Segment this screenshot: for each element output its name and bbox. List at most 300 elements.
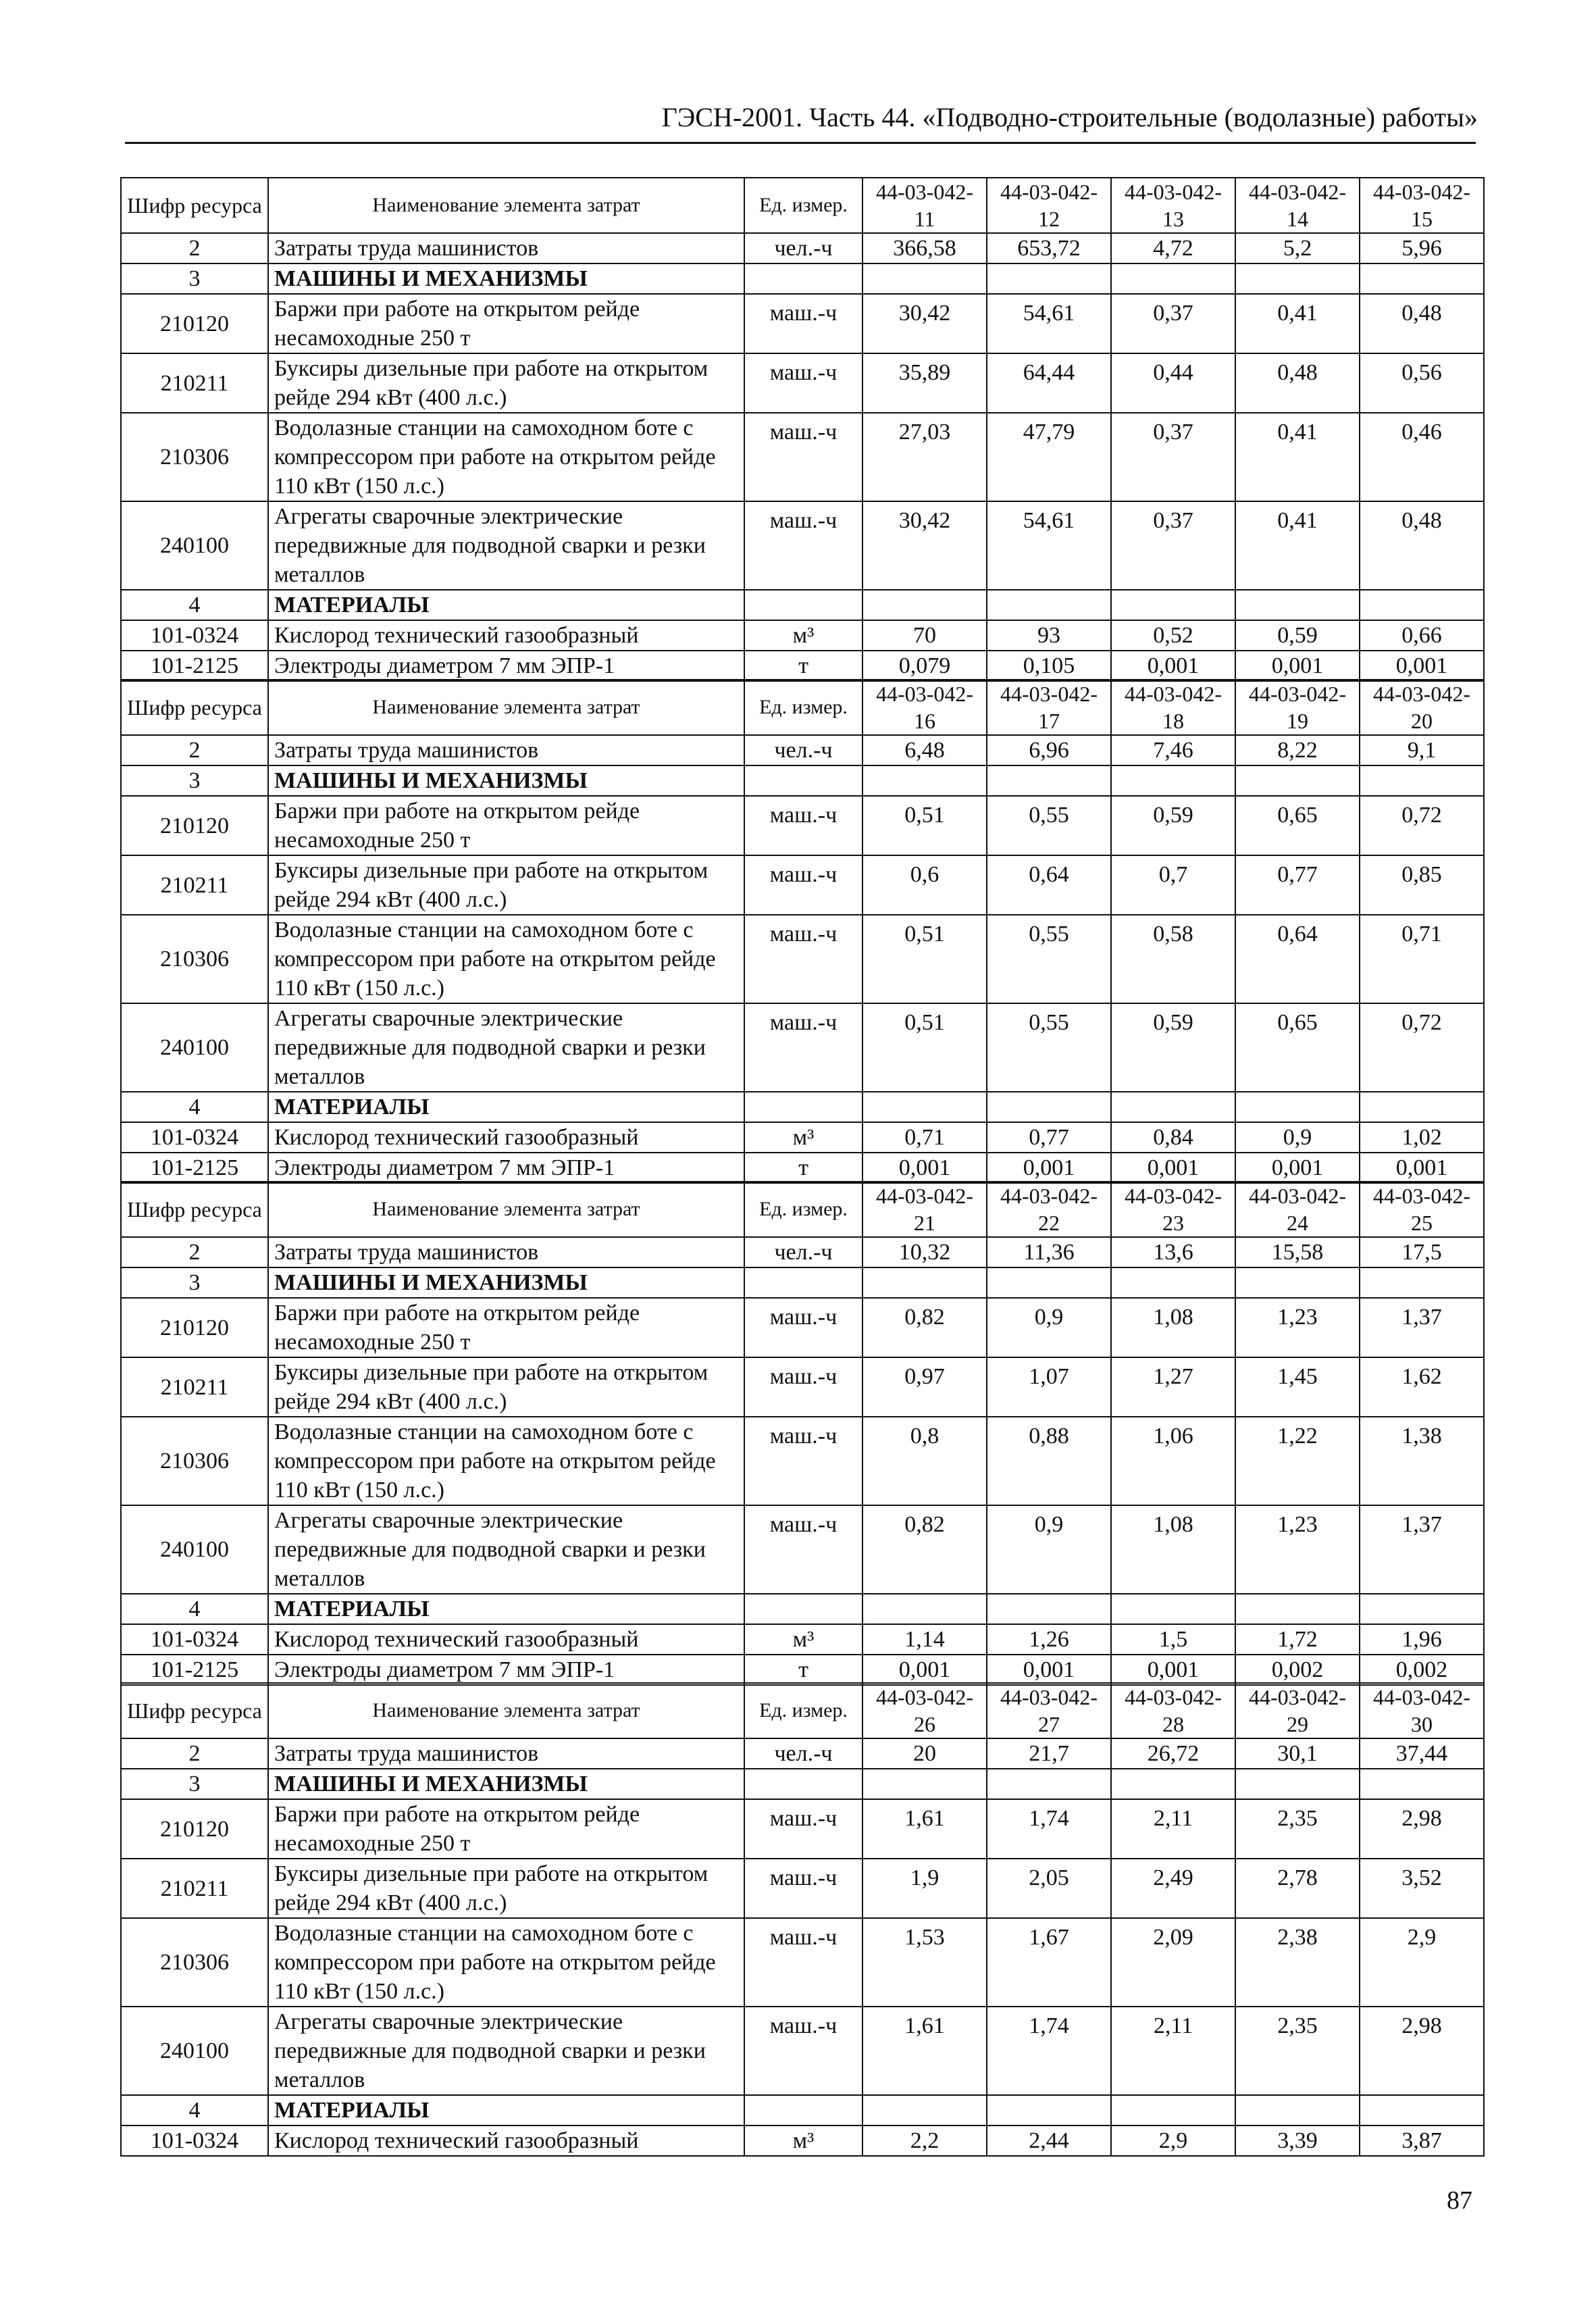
cell-code: 210120 [121, 796, 268, 855]
cell-name: Кислород технический газообразный [268, 1624, 744, 1655]
cell-code: 101-2125 [121, 651, 268, 681]
cell-value: 6,96 [987, 735, 1111, 765]
table-row [121, 1799, 1484, 1859]
table-row [121, 2126, 1484, 2156]
cell-name: Баржи при работе на открытом рейде несамоходные 250 т [268, 1298, 744, 1357]
cell-value: 2,49 [1111, 1859, 1235, 1918]
cell-name: Буксиры дизельные при работе на открытом рейде 294 кВт (400 л.с.) [268, 855, 744, 915]
header-norm-code: 44-03-042-25 [1360, 1182, 1484, 1237]
cell-value [863, 765, 987, 796]
cell-value [987, 1267, 1111, 1298]
cell-value [1111, 590, 1235, 620]
header-norm-code: 44-03-042-15 [1360, 178, 1484, 233]
cell-value [1360, 590, 1484, 620]
cell-value: 0,001 [1360, 1153, 1484, 1183]
cell-value [1360, 263, 1484, 294]
cell-value: 1,74 [987, 2007, 1111, 2095]
cell-value: 3,52 [1360, 1859, 1484, 1918]
section-title: МАТЕРИАЛЫ [268, 590, 744, 620]
cell-unit: маш.-ч [744, 294, 863, 353]
page-header-title: ГЭСН-2001. Часть 44. «Подводно-строительные (водолазные) работы» [661, 102, 1478, 132]
table-row [121, 1505, 1484, 1594]
cell-value: 0,88 [987, 1417, 1111, 1505]
cell-value [863, 1594, 987, 1624]
cell-value: 0,9 [987, 1298, 1111, 1357]
table-header-row [121, 680, 1484, 735]
cell-value: 64,44 [987, 353, 1111, 413]
section-row [121, 1092, 1484, 1122]
cell-code: 2 [121, 735, 268, 765]
cell-value [987, 1769, 1111, 1799]
header-code: Шифр ресурса [121, 178, 268, 233]
cell-value: 11,36 [987, 1237, 1111, 1267]
header-norm-code: 44-03-042-17 [987, 680, 1111, 735]
cell-value: 0,51 [863, 915, 987, 1003]
section-row [121, 590, 1484, 620]
cell-value: 1,5 [1111, 1624, 1235, 1655]
cell-code: 210211 [121, 353, 268, 413]
cell-value: 0,71 [1360, 915, 1484, 1003]
cell-unit: т [744, 651, 863, 681]
table-row [121, 1003, 1484, 1092]
cell-value [987, 765, 1111, 796]
cell-value: 27,03 [863, 413, 987, 501]
cell-value: 5,96 [1360, 233, 1484, 263]
cell-value: 1,37 [1360, 1298, 1484, 1357]
header-norm-code: 44-03-042-21 [863, 1182, 987, 1237]
cell-value: 2,78 [1235, 1859, 1360, 1918]
cell-code: 240100 [121, 501, 268, 590]
cell-value: 1,07 [987, 1357, 1111, 1417]
header-norm-code: 44-03-042-23 [1111, 1182, 1235, 1237]
cell-value: 0,48 [1235, 353, 1360, 413]
table-header-row [121, 178, 1484, 233]
cell-value: 2,38 [1235, 1918, 1360, 2007]
table-row [121, 1918, 1484, 2007]
cell-code: 240100 [121, 2007, 268, 2095]
cell-value: 1,08 [1111, 1298, 1235, 1357]
cell-value: 1,37 [1360, 1505, 1484, 1594]
cell-value: 0,72 [1360, 796, 1484, 855]
cell-value: 1,23 [1235, 1505, 1360, 1594]
cell-value: 0,37 [1111, 501, 1235, 590]
header-norm-code: 44-03-042-20 [1360, 680, 1484, 735]
cell-value: 0,7 [1111, 855, 1235, 915]
cell-value: 8,22 [1235, 735, 1360, 765]
cell-value: 1,53 [863, 1918, 987, 2007]
cell-code: 210211 [121, 1859, 268, 1918]
cell-code: 3 [121, 765, 268, 796]
header-name: Наименование элемента затрат [268, 680, 744, 735]
cell-value: 1,27 [1111, 1357, 1235, 1417]
cell-unit [744, 1092, 863, 1122]
cell-unit: маш.-ч [744, 353, 863, 413]
header-code: Шифр ресурса [121, 680, 268, 735]
cell-unit: маш.-ч [744, 1859, 863, 1918]
cell-value: 20 [863, 1738, 987, 1769]
cell-code: 4 [121, 590, 268, 620]
cell-name: Кислород технический газообразный [268, 2126, 744, 2156]
table-row [121, 855, 1484, 915]
cell-value [1235, 1092, 1360, 1122]
cell-value: 70 [863, 620, 987, 651]
cell-name: Буксиры дизельные при работе на открытом рейде 294 кВт (400 л.с.) [268, 1357, 744, 1417]
header-norm-code: 44-03-042-27 [987, 1683, 1111, 1738]
cell-value [1111, 1769, 1235, 1799]
header-unit: Ед. измер. [744, 178, 863, 233]
cell-code: 210120 [121, 1298, 268, 1357]
cell-value: 653,72 [987, 233, 1111, 263]
cell-name: Водолазные станции на самоходном боте с компрессором при работе на открытом рейде 110 кВт (150 л.с.) [268, 413, 744, 501]
cell-value: 0,48 [1360, 294, 1484, 353]
cell-value [863, 1092, 987, 1122]
cell-value: 0,001 [1111, 651, 1235, 681]
cell-value: 3,87 [1360, 2126, 1484, 2156]
cell-unit [744, 263, 863, 294]
cell-value: 0,77 [987, 1122, 1111, 1153]
section-title: МАШИНЫ И МЕХАНИЗМЫ [268, 1769, 744, 1799]
table-row [121, 2007, 1484, 2095]
cell-name: Баржи при работе на открытом рейде несамоходные 250 т [268, 294, 744, 353]
section-title: МАТЕРИАЛЫ [268, 2095, 744, 2126]
cell-value: 2,44 [987, 2126, 1111, 2156]
cell-unit [744, 1267, 863, 1298]
cell-value [1111, 2095, 1235, 2126]
section-title: МАШИНЫ И МЕХАНИЗМЫ [268, 263, 744, 294]
cell-value: 5,2 [1235, 233, 1360, 263]
cell-value: 1,9 [863, 1859, 987, 1918]
table-row [121, 501, 1484, 590]
cell-value [1235, 765, 1360, 796]
table-row [121, 353, 1484, 413]
table-row [121, 1237, 1484, 1267]
cell-value [1111, 263, 1235, 294]
table-row [121, 1859, 1484, 1918]
table-row [121, 1357, 1484, 1417]
cell-value: 4,72 [1111, 233, 1235, 263]
cell-unit: чел.-ч [744, 1738, 863, 1769]
table-row [121, 796, 1484, 855]
header-code: Шифр ресурса [121, 1182, 268, 1237]
cell-value: 0,58 [1111, 915, 1235, 1003]
cell-value: 1,61 [863, 1799, 987, 1859]
cell-unit: маш.-ч [744, 413, 863, 501]
cell-value [1111, 1092, 1235, 1122]
cell-value [987, 1594, 1111, 1624]
cell-code: 210211 [121, 855, 268, 915]
cell-unit: маш.-ч [744, 2007, 863, 2095]
cell-value: 1,62 [1360, 1357, 1484, 1417]
resource-table [120, 1181, 1485, 1686]
cell-value: 1,26 [987, 1624, 1111, 1655]
cell-value [1111, 1594, 1235, 1624]
cell-value: 35,89 [863, 353, 987, 413]
cell-value: 0,41 [1235, 294, 1360, 353]
header-name: Наименование элемента затрат [268, 178, 744, 233]
cell-value: 0,66 [1360, 620, 1484, 651]
cell-value: 0,82 [863, 1505, 987, 1594]
cell-name: Водолазные станции на самоходном боте с компрессором при работе на открытом рейде 110 кВт (150 л.с.) [268, 1417, 744, 1505]
cell-code: 210120 [121, 294, 268, 353]
cell-value [1235, 2095, 1360, 2126]
header-norm-code: 44-03-042-12 [987, 178, 1111, 233]
cell-code: 2 [121, 1738, 268, 1769]
cell-code: 101-0324 [121, 2126, 268, 2156]
table-row [121, 1417, 1484, 1505]
cell-value: 0,002 [1360, 1655, 1484, 1685]
cell-value: 0,51 [863, 1003, 987, 1092]
cell-value: 54,61 [987, 501, 1111, 590]
cell-unit [744, 765, 863, 796]
cell-value: 0,85 [1360, 855, 1484, 915]
cell-value [987, 2095, 1111, 2126]
cell-code: 4 [121, 1092, 268, 1122]
cell-value [1235, 590, 1360, 620]
cell-value [1360, 1092, 1484, 1122]
cell-unit: м³ [744, 2126, 863, 2156]
cell-name: Баржи при работе на открытом рейде несамоходные 250 т [268, 1799, 744, 1859]
header-norm-code: 44-03-042-29 [1235, 1683, 1360, 1738]
cell-unit [744, 590, 863, 620]
cell-unit: маш.-ч [744, 1505, 863, 1594]
cell-name: Водолазные станции на самоходном боте с компрессором при работе на открытом рейде 110 кВт (150 л.с.) [268, 1918, 744, 2007]
cell-value: 0,65 [1235, 1003, 1360, 1092]
cell-value: 1,67 [987, 1918, 1111, 2007]
section-row [121, 2095, 1484, 2126]
cell-value: 0,97 [863, 1357, 987, 1417]
cell-code: 101-2125 [121, 1153, 268, 1183]
cell-unit [744, 2095, 863, 2126]
cell-value: 2,9 [1111, 2126, 1235, 2156]
section-row [121, 263, 1484, 294]
cell-value: 26,72 [1111, 1738, 1235, 1769]
cell-value [1360, 1267, 1484, 1298]
cell-unit: маш.-ч [744, 1003, 863, 1092]
cell-value: 0,72 [1360, 1003, 1484, 1092]
cell-code: 101-0324 [121, 1624, 268, 1655]
cell-value: 0,44 [1111, 353, 1235, 413]
cell-value: 1,23 [1235, 1298, 1360, 1357]
cell-value [863, 1769, 987, 1799]
cell-value: 0,77 [1235, 855, 1360, 915]
header-norm-code: 44-03-042-13 [1111, 178, 1235, 233]
cell-value: 6,48 [863, 735, 987, 765]
cell-value [1360, 765, 1484, 796]
header-unit: Ед. измер. [744, 680, 863, 735]
cell-value: 0,001 [863, 1655, 987, 1685]
header-norm-code: 44-03-042-19 [1235, 680, 1360, 735]
cell-unit: чел.-ч [744, 735, 863, 765]
cell-value: 0,001 [1235, 1153, 1360, 1183]
cell-value: 366,58 [863, 233, 987, 263]
cell-code: 240100 [121, 1505, 268, 1594]
cell-value: 1,06 [1111, 1417, 1235, 1505]
header-norm-code: 44-03-042-16 [863, 680, 987, 735]
cell-value: 0,001 [1111, 1153, 1235, 1183]
section-row [121, 1267, 1484, 1298]
cell-value [1235, 1267, 1360, 1298]
cell-name: Затраты труда машинистов [268, 1237, 744, 1267]
table-row [121, 294, 1484, 353]
section-row [121, 1594, 1484, 1624]
cell-value: 30,42 [863, 294, 987, 353]
cell-name: Буксиры дизельные при работе на открытом рейде 294 кВт (400 л.с.) [268, 353, 744, 413]
cell-value [863, 1267, 987, 1298]
cell-unit: т [744, 1655, 863, 1685]
table-row [121, 1738, 1484, 1769]
cell-value: 1,14 [863, 1624, 987, 1655]
cell-value [863, 2095, 987, 2126]
cell-unit: маш.-ч [744, 1417, 863, 1505]
cell-value [1235, 263, 1360, 294]
cell-value: 0,59 [1111, 796, 1235, 855]
cell-unit: маш.-ч [744, 915, 863, 1003]
table-row [121, 1624, 1484, 1655]
cell-value: 0,8 [863, 1417, 987, 1505]
header-unit: Ед. измер. [744, 1182, 863, 1237]
cell-value: 47,79 [987, 413, 1111, 501]
cell-name: Электроды диаметром 7 мм ЭПР-1 [268, 651, 744, 681]
cell-value: 0,001 [1111, 1655, 1235, 1685]
cell-code: 210211 [121, 1357, 268, 1417]
section-title: МАТЕРИАЛЫ [268, 1594, 744, 1624]
cell-value: 0,65 [1235, 796, 1360, 855]
cell-value: 30,42 [863, 501, 987, 590]
cell-unit: чел.-ч [744, 233, 863, 263]
cell-value: 2,11 [1111, 1799, 1235, 1859]
cell-value: 0,001 [1360, 651, 1484, 681]
table-row [121, 1655, 1484, 1685]
header-norm-code: 44-03-042-14 [1235, 178, 1360, 233]
cell-unit [744, 1594, 863, 1624]
cell-value: 54,61 [987, 294, 1111, 353]
cell-value: 37,44 [1360, 1738, 1484, 1769]
cell-value: 0,9 [987, 1505, 1111, 1594]
header-name: Наименование элемента затрат [268, 1182, 744, 1237]
cell-value: 0,59 [1111, 1003, 1235, 1092]
table-row [121, 915, 1484, 1003]
cell-code: 101-0324 [121, 1122, 268, 1153]
header-norm-code: 44-03-042-18 [1111, 680, 1235, 735]
cell-value: 0,84 [1111, 1122, 1235, 1153]
header-norm-code: 44-03-042-24 [1235, 1182, 1360, 1237]
cell-unit: т [744, 1153, 863, 1183]
cell-value: 2,35 [1235, 2007, 1360, 2095]
cell-code: 210306 [121, 1417, 268, 1505]
cell-value: 2,05 [987, 1859, 1111, 1918]
cell-value: 7,46 [1111, 735, 1235, 765]
cell-name: Агрегаты сварочные электрические передвижные для подводной сварки и резки металлов [268, 2007, 744, 2095]
cell-value: 17,5 [1360, 1237, 1484, 1267]
cell-unit: м³ [744, 1122, 863, 1153]
cell-value: 0,48 [1360, 501, 1484, 590]
header-norm-code: 44-03-042-26 [863, 1683, 987, 1738]
resource-table [120, 177, 1485, 682]
cell-value: 0,105 [987, 651, 1111, 681]
header-norm-code: 44-03-042-28 [1111, 1683, 1235, 1738]
header-name: Наименование элемента затрат [268, 1683, 744, 1738]
section-title: МАШИНЫ И МЕХАНИЗМЫ [268, 1267, 744, 1298]
cell-value: 2,98 [1360, 2007, 1484, 2095]
cell-value [1360, 1594, 1484, 1624]
cell-name: Кислород технический газообразный [268, 620, 744, 651]
table-row [121, 233, 1484, 263]
cell-value: 2,9 [1360, 1918, 1484, 2007]
cell-code: 101-0324 [121, 620, 268, 651]
cell-name: Агрегаты сварочные электрические передвижные для подводной сварки и резки металлов [268, 501, 744, 590]
cell-code: 2 [121, 1237, 268, 1267]
cell-value: 0,9 [1235, 1122, 1360, 1153]
cell-value: 15,58 [1235, 1237, 1360, 1267]
cell-value: 30,1 [1235, 1738, 1360, 1769]
cell-value: 0,71 [863, 1122, 987, 1153]
cell-value: 1,45 [1235, 1357, 1360, 1417]
table-row [121, 620, 1484, 651]
cell-value: 1,02 [1360, 1122, 1484, 1153]
cell-code: 240100 [121, 1003, 268, 1092]
cell-value: 0,079 [863, 651, 987, 681]
cell-name: Затраты труда машинистов [268, 233, 744, 263]
cell-value: 10,32 [863, 1237, 987, 1267]
header-code: Шифр ресурса [121, 1683, 268, 1738]
cell-unit: маш.-ч [744, 1799, 863, 1859]
cell-value: 1,72 [1235, 1624, 1360, 1655]
cell-value: 1,61 [863, 2007, 987, 2095]
cell-code: 210306 [121, 1918, 268, 2007]
cell-value: 0,001 [1235, 651, 1360, 681]
cell-value: 2,35 [1235, 1799, 1360, 1859]
cell-value: 0,37 [1111, 294, 1235, 353]
cell-value: 0,82 [863, 1298, 987, 1357]
cell-name: Кислород технический газообразный [268, 1122, 744, 1153]
cell-unit: м³ [744, 620, 863, 651]
cell-name: Затраты труда машинистов [268, 1738, 744, 1769]
resource-table [120, 679, 1485, 1184]
cell-value: 2,11 [1111, 2007, 1235, 2095]
cell-name: Электроды диаметром 7 мм ЭПР-1 [268, 1153, 744, 1183]
cell-code: 101-2125 [121, 1655, 268, 1685]
cell-code: 210306 [121, 915, 268, 1003]
cell-unit: маш.-ч [744, 855, 863, 915]
cell-value [987, 263, 1111, 294]
section-row [121, 1769, 1484, 1799]
cell-value: 0,001 [863, 1153, 987, 1183]
cell-value: 0,64 [1235, 915, 1360, 1003]
cell-unit: маш.-ч [744, 501, 863, 590]
cell-name: Баржи при работе на открытом рейде несамоходные 250 т [268, 796, 744, 855]
table-row [121, 1298, 1484, 1357]
cell-code: 2 [121, 233, 268, 263]
cell-value: 1,74 [987, 1799, 1111, 1859]
cell-value [1360, 2095, 1484, 2126]
cell-value: 2,2 [863, 2126, 987, 2156]
cell-name: Электроды диаметром 7 мм ЭПР-1 [268, 1655, 744, 1685]
cell-code: 210120 [121, 1799, 268, 1859]
cell-value: 13,6 [1111, 1237, 1235, 1267]
cell-name: Агрегаты сварочные электрические передвижные для подводной сварки и резки металлов [268, 1003, 744, 1092]
section-row [121, 765, 1484, 796]
cell-name: Агрегаты сварочные электрические передвижные для подводной сварки и резки металлов [268, 1505, 744, 1594]
cell-name: Буксиры дизельные при работе на открытом рейде 294 кВт (400 л.с.) [268, 1859, 744, 1918]
cell-unit: маш.-ч [744, 1357, 863, 1417]
cell-value [987, 590, 1111, 620]
cell-value [863, 263, 987, 294]
cell-code: 4 [121, 1594, 268, 1624]
cell-value: 1,08 [1111, 1505, 1235, 1594]
header-norm-code: 44-03-042-22 [987, 1182, 1111, 1237]
cell-value: 0,001 [987, 1655, 1111, 1685]
header-unit: Ед. измер. [744, 1683, 863, 1738]
